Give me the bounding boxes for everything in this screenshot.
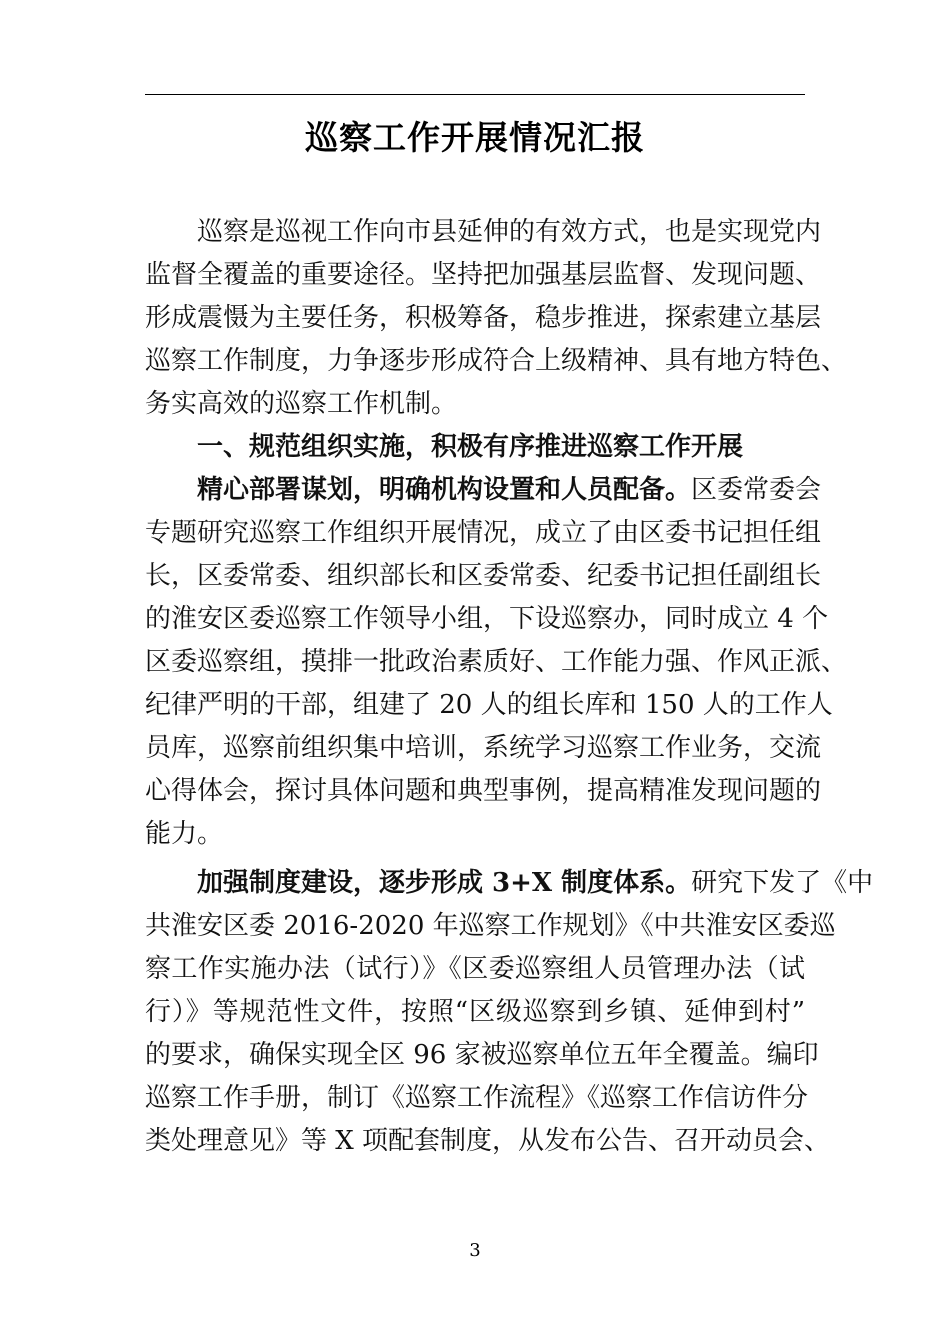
para1-first-line xyxy=(145,469,822,512)
document-body xyxy=(145,211,874,1163)
para2-line: 共淮安区委 2016-2020 年巡察工作规划》《中共淮安区委巡 xyxy=(145,911,836,941)
para2-line: 巡察工作手册，制订《巡察工作流程》《巡察工作信访件分 xyxy=(145,1083,809,1113)
intro-line: 巡察是巡视工作向市县延伸的有效方式，也是实现党内 xyxy=(197,217,822,247)
intro-line: 务实高效的巡察工作机制。 xyxy=(145,389,458,419)
document-title: 巡察工作开展情况汇报 xyxy=(305,118,645,157)
para1-line: 心得体会，探讨具体问题和典型事例，提高精准发现问题的 xyxy=(145,776,822,806)
para2-line: 行）》等规范性文件，按照“区级巡察到乡镇、延伸到村” xyxy=(145,997,805,1027)
page-number: 3 xyxy=(469,1240,481,1261)
para2-line: 察工作实施办法（试行）》《区委巡察组人员管理办法（试 xyxy=(145,954,805,984)
para1-line: 专题研究巡察工作组织开展情况，成立了由区委书记担任组 xyxy=(145,518,822,548)
intro-line: 监督全覆盖的重要途径。坚持把加强基层监督、发现问题、 xyxy=(145,260,822,290)
para2-line: 的要求，确保实现全区 96 家被巡察单位五年全覆盖。编印 xyxy=(145,1040,819,1070)
para1-lead: 精心部署谋划，明确机构设置和人员配备。 xyxy=(197,475,692,505)
para1-line: 区委巡察组，摸排一批政治素质好、工作能力强、作风正派、 xyxy=(145,647,848,677)
para1-line: 员库，巡察前组织集中培训，系统学习巡察工作业务，交流 xyxy=(145,733,822,763)
para1-lead-rest: 区委常委会 xyxy=(691,475,822,505)
para2-first-line xyxy=(145,862,874,905)
intro-line: 形成震慑为主要任务，积极筹备，稳步推进，探索建立基层 xyxy=(145,303,822,333)
para1-line: 能力。 xyxy=(145,819,224,849)
para2-lead-rest: 研究下发了《中 xyxy=(691,868,874,898)
intro-line: 巡察工作制度，力争逐步形成符合上级精神、具有地方特色、 xyxy=(145,346,848,376)
section-heading: 一、规范组织实施，积极有序推进巡察工作开展 xyxy=(197,432,744,462)
para1-line: 长，区委常委、组织部长和区委常委、纪委书记担任副组长 xyxy=(145,561,822,591)
para1-line: 的淮安区委巡察工作领导小组，下设巡察办，同时成立 4 个 xyxy=(145,604,829,634)
header-rule xyxy=(145,94,805,95)
para1-line: 纪律严明的干部，组建了 20 人的组长库和 150 人的工作人 xyxy=(145,690,833,720)
para2-lead: 加强制度建设，逐步形成 3+X 制度体系。 xyxy=(197,868,692,898)
para2-line: 类处理意见》等 X 项配套制度，从发布公告、召开动员会、 xyxy=(145,1126,831,1156)
